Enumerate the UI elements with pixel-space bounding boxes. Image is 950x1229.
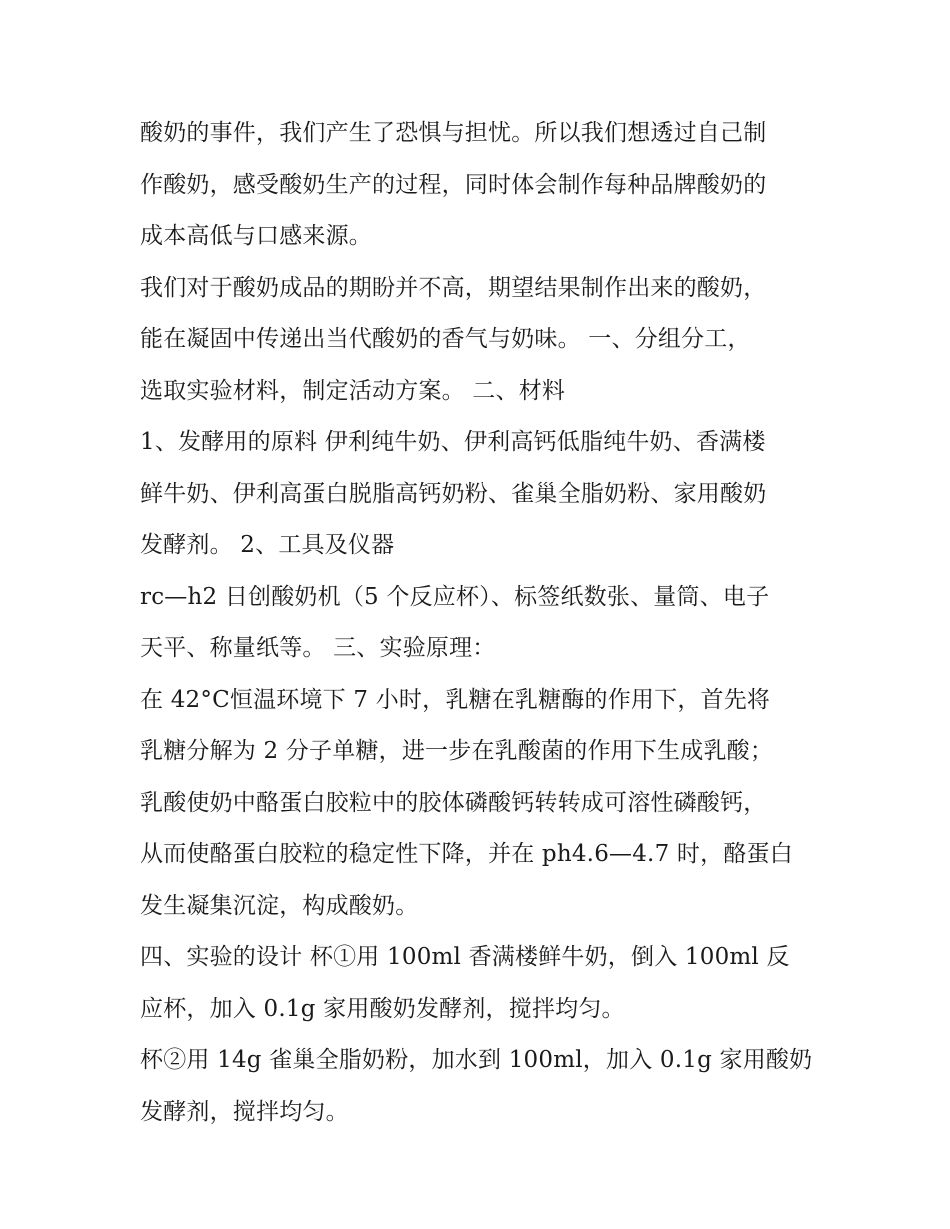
document-body (140, 108, 820, 1138)
text-line: 乳酸使奶中酪蛋白胶粒中的胶体磷酸钙转转成可溶性磷酸钙， (140, 789, 767, 816)
text-line: 四、实验的设计 杯①用 100ml 香满楼鲜牛奶，倒入 100ml 反 (140, 944, 790, 970)
text-line: 我们对于酸奶成品的期盼并不高，期望结果制作出来的酸奶， (140, 274, 767, 301)
text-line: 1、发酵用的原料 伊利纯牛奶、伊利高钙低脂纯牛奶、香满楼 (140, 429, 766, 455)
text-line: 乳糖分解为 2 分子单糖，进一步在乳酸菌的作用下生成乳酸； (140, 738, 774, 764)
text-line: 发酵剂。 2、工具及仪器 (140, 532, 395, 558)
text-line: 天平、称量纸等。 三、实验原理： (140, 635, 496, 661)
text-line: 杯②用 14g 雀巢全脂奶粉，加水到 100ml，加入 0.1g 家用酸奶 (140, 1047, 813, 1073)
text-line: 能在凝固中传递出当代酸奶的香气与奶味。 一、分组分工， (140, 326, 751, 352)
text-line: 作酸奶，感受酸奶生产的过程，同时体会制作每种品牌酸奶的 (140, 171, 767, 198)
text-line: 选取实验材料，制定活动方案。 二、材料 (140, 377, 566, 404)
text-line: rc—h2 日创酸奶机（5 个反应杯）、标签纸数张、量筒、电子 (140, 583, 770, 610)
text-line: 应杯，加入 0.1g 家用酸奶发酵剂，搅拌均匀。 (140, 995, 625, 1022)
text-line: 在 42°C恒温环境下 7 小时，乳糖在乳糖酶的作用下，首先将 (140, 686, 771, 713)
text-line: 酸奶的事件，我们产生了恐惧与担忧。所以我们想透过自己制 (140, 120, 767, 146)
text-line: 发酵剂，搅拌均匀。 (140, 1098, 349, 1125)
text-line: 鲜牛奶、伊利高蛋白脱脂高钙奶粉、雀巢全脂奶粉、家用酸奶 (140, 480, 767, 507)
text-line: 从而使酪蛋白胶粒的稳定性下降，并在 ph4.6—4.7 时，酪蛋白 (140, 841, 793, 867)
text-line: 成本高低与口感来源。 (140, 223, 372, 249)
text-line: 发生凝集沉淀，构成酸奶。 (140, 892, 419, 919)
